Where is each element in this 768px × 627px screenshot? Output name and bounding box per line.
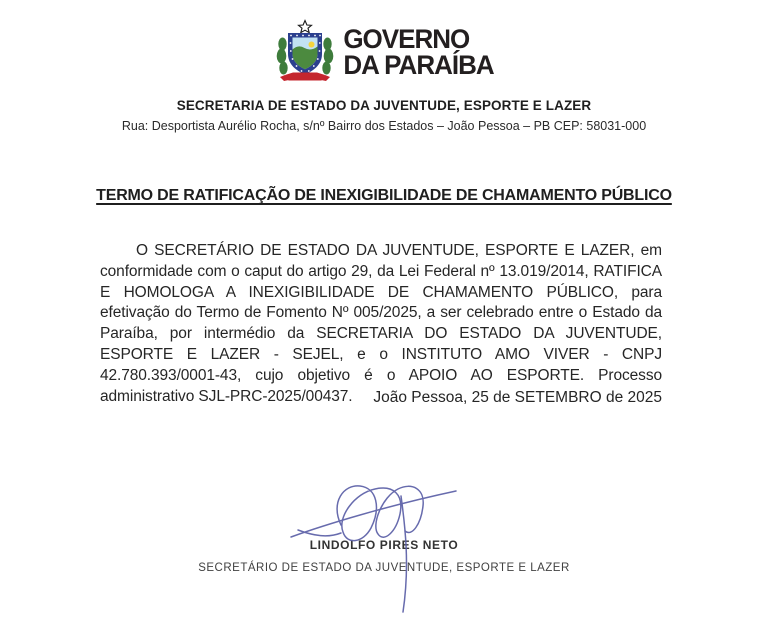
signer-name: LINDOLFO PIRES NETO [309,538,459,552]
document-dateline: João Pessoa, 25 de SETEMBRO de 2025 [373,389,662,406]
logo-line-2: DA PARAÍBA [343,48,494,81]
document-title: TERMO DE RATIFICAÇÃO DE INEXIGIBILIDADE DE CHAMAMENTO PÚBLICO [96,187,672,204]
government-logo-text [343,22,494,81]
document-body-paragraph: O SECRETÁRIO DE ESTADO DA JUVENTUDE, ESPORTE E LAZER, em conformidade com o caput do artigo 29, da Lei Federal nº 13.019/2014, RATIFICA E HOMOLOGA A INEXIGIBILIDADE DE CHAMAMENTO PÚBLICO, para efetivação do Termo de Fomento Nº 005/2025, a ser celebrado entre o Estado da Paraíba, por intermédio da SECRETARIA DO ESTADO DA JUVENTUDE, ESPORTE E LAZER - SEJEL, e o INSTITUTO AMO VIVER - CNPJ 42.780.393/0001-43, cujo objetivo é o APOIO AO ESPORTE. Processo administrativo SJL-PRC-2025/00437. [100,242,662,405]
logo-line-1: GOVERNO [343,22,470,55]
org-address: Rua: Desportista Aurélio Rocha, s/nº Bairro dos Estados – João Pessoa – PB CEP: 58031-000 [121,119,647,133]
org-name: SECRETARIA DE ESTADO DA JUVENTUDE, ESPORTE E LAZER [176,98,592,113]
signer-role: SECRETÁRIO DE ESTADO DA JUVENTUDE, ESPORTE E LAZER [198,562,570,574]
paraiba-coat-of-arms-icon [274,19,336,85]
government-logo [0,19,768,85]
